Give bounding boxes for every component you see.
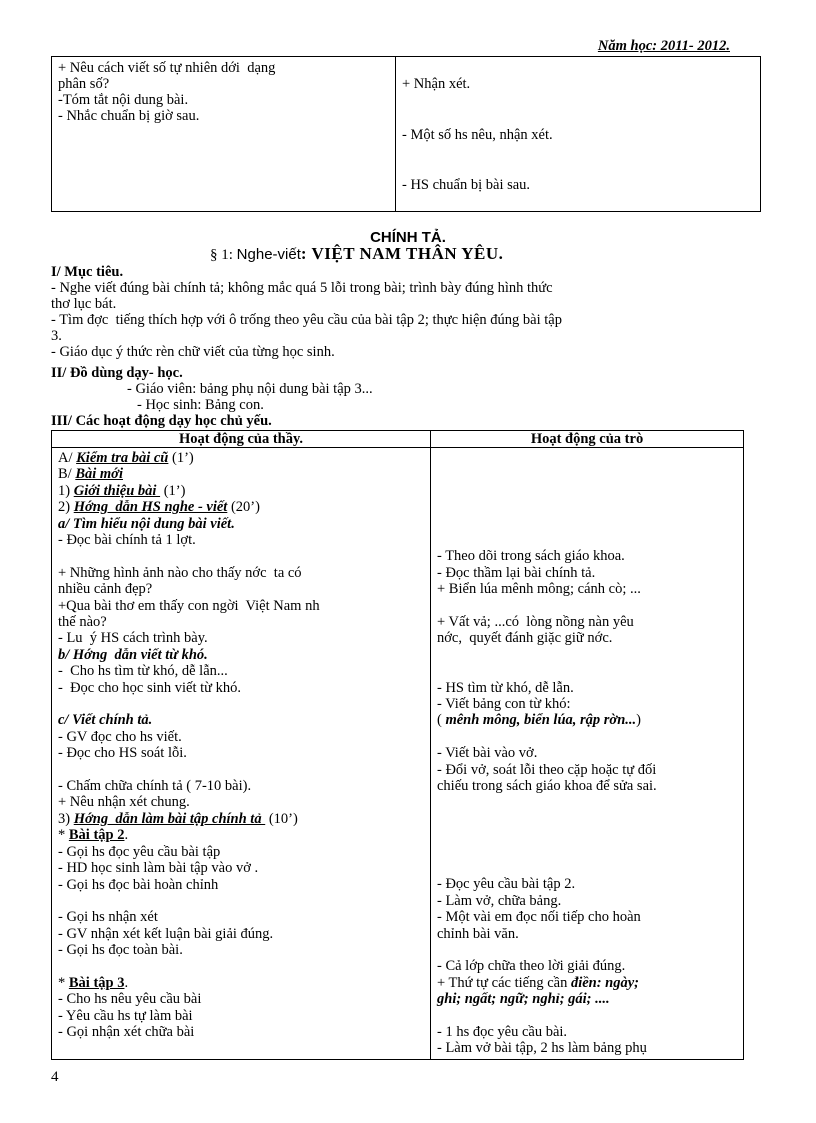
- lesson-mode: Nghe-viết: [236, 246, 301, 263]
- activities-table: [51, 430, 744, 1060]
- section-number: § 1:: [210, 247, 237, 263]
- text-line: thơ lục bát.: [51, 296, 117, 312]
- student-cell: [396, 57, 761, 212]
- text-line: - Học sinh: Bảng con.: [137, 397, 264, 413]
- text-line: - Chấm chữa chính tả ( 7-10 bài).: [58, 778, 252, 795]
- text-line: ( mênh mông, biển lúa, rập rờn...): [437, 712, 642, 729]
- school-year-header: Năm học: 2011- 2012.: [597, 38, 730, 54]
- student-activities: [431, 448, 744, 1060]
- text-line: thế nào?: [58, 614, 107, 631]
- text-line: - Đọc thầm lại bài chính tả.: [437, 564, 596, 581]
- materials-section: [51, 365, 751, 413]
- text-line: - HS chuẩn bị bài sau.: [402, 177, 531, 193]
- text-line: nhiều cảnh đẹp?: [58, 581, 153, 598]
- page-number: 4: [51, 1069, 59, 1085]
- text-line: - HS tìm từ khó, dễ lẫn.: [437, 679, 574, 696]
- text-line: + Nhận xét.: [402, 76, 471, 92]
- lesson-subtitle: [210, 244, 503, 264]
- text-line: - Nghe viết đúng bài chính tả; không mắc quá 5 lỗi trong bài; trình bày đúng hình thức: [51, 280, 553, 296]
- item-title: Hớng dẫn HS nghe - viết: [73, 499, 228, 516]
- exercise-title: Bài tập 2: [68, 827, 125, 844]
- text-line: - Gọi hs đọc bài hoàn chỉnh: [58, 876, 219, 893]
- subsection-title: b/ Hớng dẫn viết từ khó.: [58, 646, 208, 663]
- text-line: - Tìm đợc tiếng thích hợp với ô trống theo yêu cầu của bài tập 2; thực hiện đúng bài tập: [51, 312, 562, 328]
- text-line: - Đọc bài chính tả 1 lợt.: [58, 532, 196, 549]
- text-line: 2) Hớng dẫn HS nghe - viết (20’): [58, 499, 260, 516]
- text-line: +Qua bài thơ em thấy con ngời Việt Nam nh: [58, 597, 320, 614]
- text-line: chỉnh bài văn.: [437, 925, 519, 942]
- text-line: phân số?: [58, 76, 110, 92]
- text-line: - Cho hs nêu yêu cầu bài: [58, 991, 202, 1008]
- student-column-header: Hoạt động của trò: [431, 431, 744, 448]
- teacher-column-header: Hoạt động của thầy.: [52, 431, 431, 448]
- text-line: chiếu trong sách giáo khoa để sửa sai.: [437, 777, 657, 794]
- text-line: nớc, quyết đánh giặc giữ nớc.: [437, 630, 613, 647]
- text-line: - Gọi nhận xét chữa bài: [58, 1024, 195, 1041]
- text-line: - Một số hs nêu, nhận xét.: [402, 127, 553, 143]
- text-line: B/ Bài mới: [58, 466, 123, 483]
- text-line: - Gọi hs đọc toàn bài.: [58, 942, 183, 959]
- text-line: + Nêu cách viết số tự nhiên dới dạng: [58, 60, 276, 76]
- text-line: + Những hình ảnh nào cho thấy nớc ta có: [58, 564, 302, 581]
- text-line: - Cho hs tìm từ khó, dễ lẫn...: [58, 663, 228, 680]
- lesson-title: CHÍNH TẢ.: [370, 229, 446, 246]
- text-line: - Yêu cầu hs tự làm bài: [58, 1007, 193, 1024]
- text-line: - Viết bài vào vở.: [437, 745, 538, 762]
- text-line: - Đọc cho học sinh viết từ khó.: [58, 679, 242, 696]
- text-line: - Giáo viên: bảng phụ nội dung bài tập 3...: [127, 381, 373, 397]
- teacher-activities: [52, 448, 431, 1060]
- text-line: - Nhắc chuẩn bị giờ sau.: [58, 108, 200, 124]
- text-line: - Gọi hs đọc yêu cầu bài tập: [58, 843, 221, 860]
- activities-heading: III/ Các hoạt động dạy học chủ yếu.: [51, 413, 272, 429]
- text-line: + Thứ tự các tiếng cần điền: ngày;: [437, 974, 640, 991]
- materials-heading: II/ Đồ dùng dạy- học.: [51, 365, 183, 381]
- text-line: - 1 hs đọc yêu cầu bài.: [437, 1023, 568, 1040]
- previous-lesson-table: [51, 56, 761, 212]
- text-line: -Tóm tắt nội dung bài.: [58, 92, 189, 108]
- text-line: 3.: [51, 328, 62, 344]
- text-line: - Làm vở, chữa bảng.: [437, 892, 562, 909]
- difficult-words: mênh mông, biển lúa, rập rờn...: [445, 712, 637, 729]
- text-line: - GV nhận xét kết luận bài giải đúng.: [58, 925, 274, 942]
- exercise-title: Bài tập 3: [68, 974, 125, 991]
- text-line: - Đọc cho HS soát lỗi.: [58, 745, 187, 762]
- subsection-title: c/ Viết chính tả.: [58, 712, 153, 729]
- text-line: + Biển lúa mênh mông; cánh cò; ...: [437, 581, 641, 598]
- text-line: 1) Giới thiệu bài (1’): [58, 482, 186, 499]
- objectives-section: [51, 264, 751, 360]
- item-title: Giới thiệu bài: [73, 482, 161, 499]
- text-line: - Đọc yêu cầu bài tập 2.: [437, 876, 576, 893]
- text-line: A/ Kiểm tra bài cũ (1’): [58, 450, 194, 466]
- colon: :: [300, 244, 312, 263]
- objectives-heading: I/ Mục tiêu.: [51, 264, 124, 280]
- text-line: + Vất vả; ...có lòng nồng nàn yêu: [437, 613, 634, 630]
- text-line: - Làm vở bài tập, 2 hs làm bảng phụ: [437, 1040, 647, 1057]
- item-title: Kiểm tra bài cũ: [76, 450, 169, 466]
- answer-words: điền: ngày;: [570, 974, 640, 991]
- text-line: * Bài tập 3.: [58, 974, 129, 991]
- teacher-cell: [52, 57, 396, 212]
- text-line: - Giáo dục ý thức rèn chữ viết của từng học sinh.: [51, 344, 335, 360]
- item-title: Bài mới: [75, 466, 123, 483]
- text-line: - HD học sinh làm bài tập vào vở .: [58, 860, 259, 877]
- text-line: - Lu ý HS cách trình bày.: [58, 630, 208, 647]
- text-line: * Bài tập 2.: [58, 827, 129, 844]
- text-line: - Cả lớp chữa theo lời giải đúng.: [437, 958, 626, 975]
- subsection-title: a/ Tìm hiểu nội dung bài viết.: [58, 515, 235, 532]
- text-line: 3) Hớng dẫn làm bài tập chính tả (10’): [58, 810, 298, 827]
- answer-words: ghi; ngất; ngữ; nghỉ; gái; ....: [437, 991, 610, 1008]
- text-line: - Theo dõi trong sách giáo khoa.: [437, 548, 625, 565]
- text-line: - GV đọc cho hs viết.: [58, 728, 182, 745]
- text-line: - Một vài em đọc nối tiếp cho hoàn: [437, 909, 641, 926]
- text-line: - Gọi hs nhận xét: [58, 909, 158, 926]
- item-title: Hớng dẫn làm bài tập chính tả: [73, 810, 266, 827]
- text-line: - Viết bảng con từ khó:: [437, 695, 571, 712]
- text-line: + Nêu nhận xét chung.: [58, 794, 190, 811]
- text-line: - Đổi vở, soát lỗi theo cặp hoặc tự đối: [437, 761, 657, 778]
- lesson-name: VIỆT NAM THÂN YÊU.: [311, 244, 504, 263]
